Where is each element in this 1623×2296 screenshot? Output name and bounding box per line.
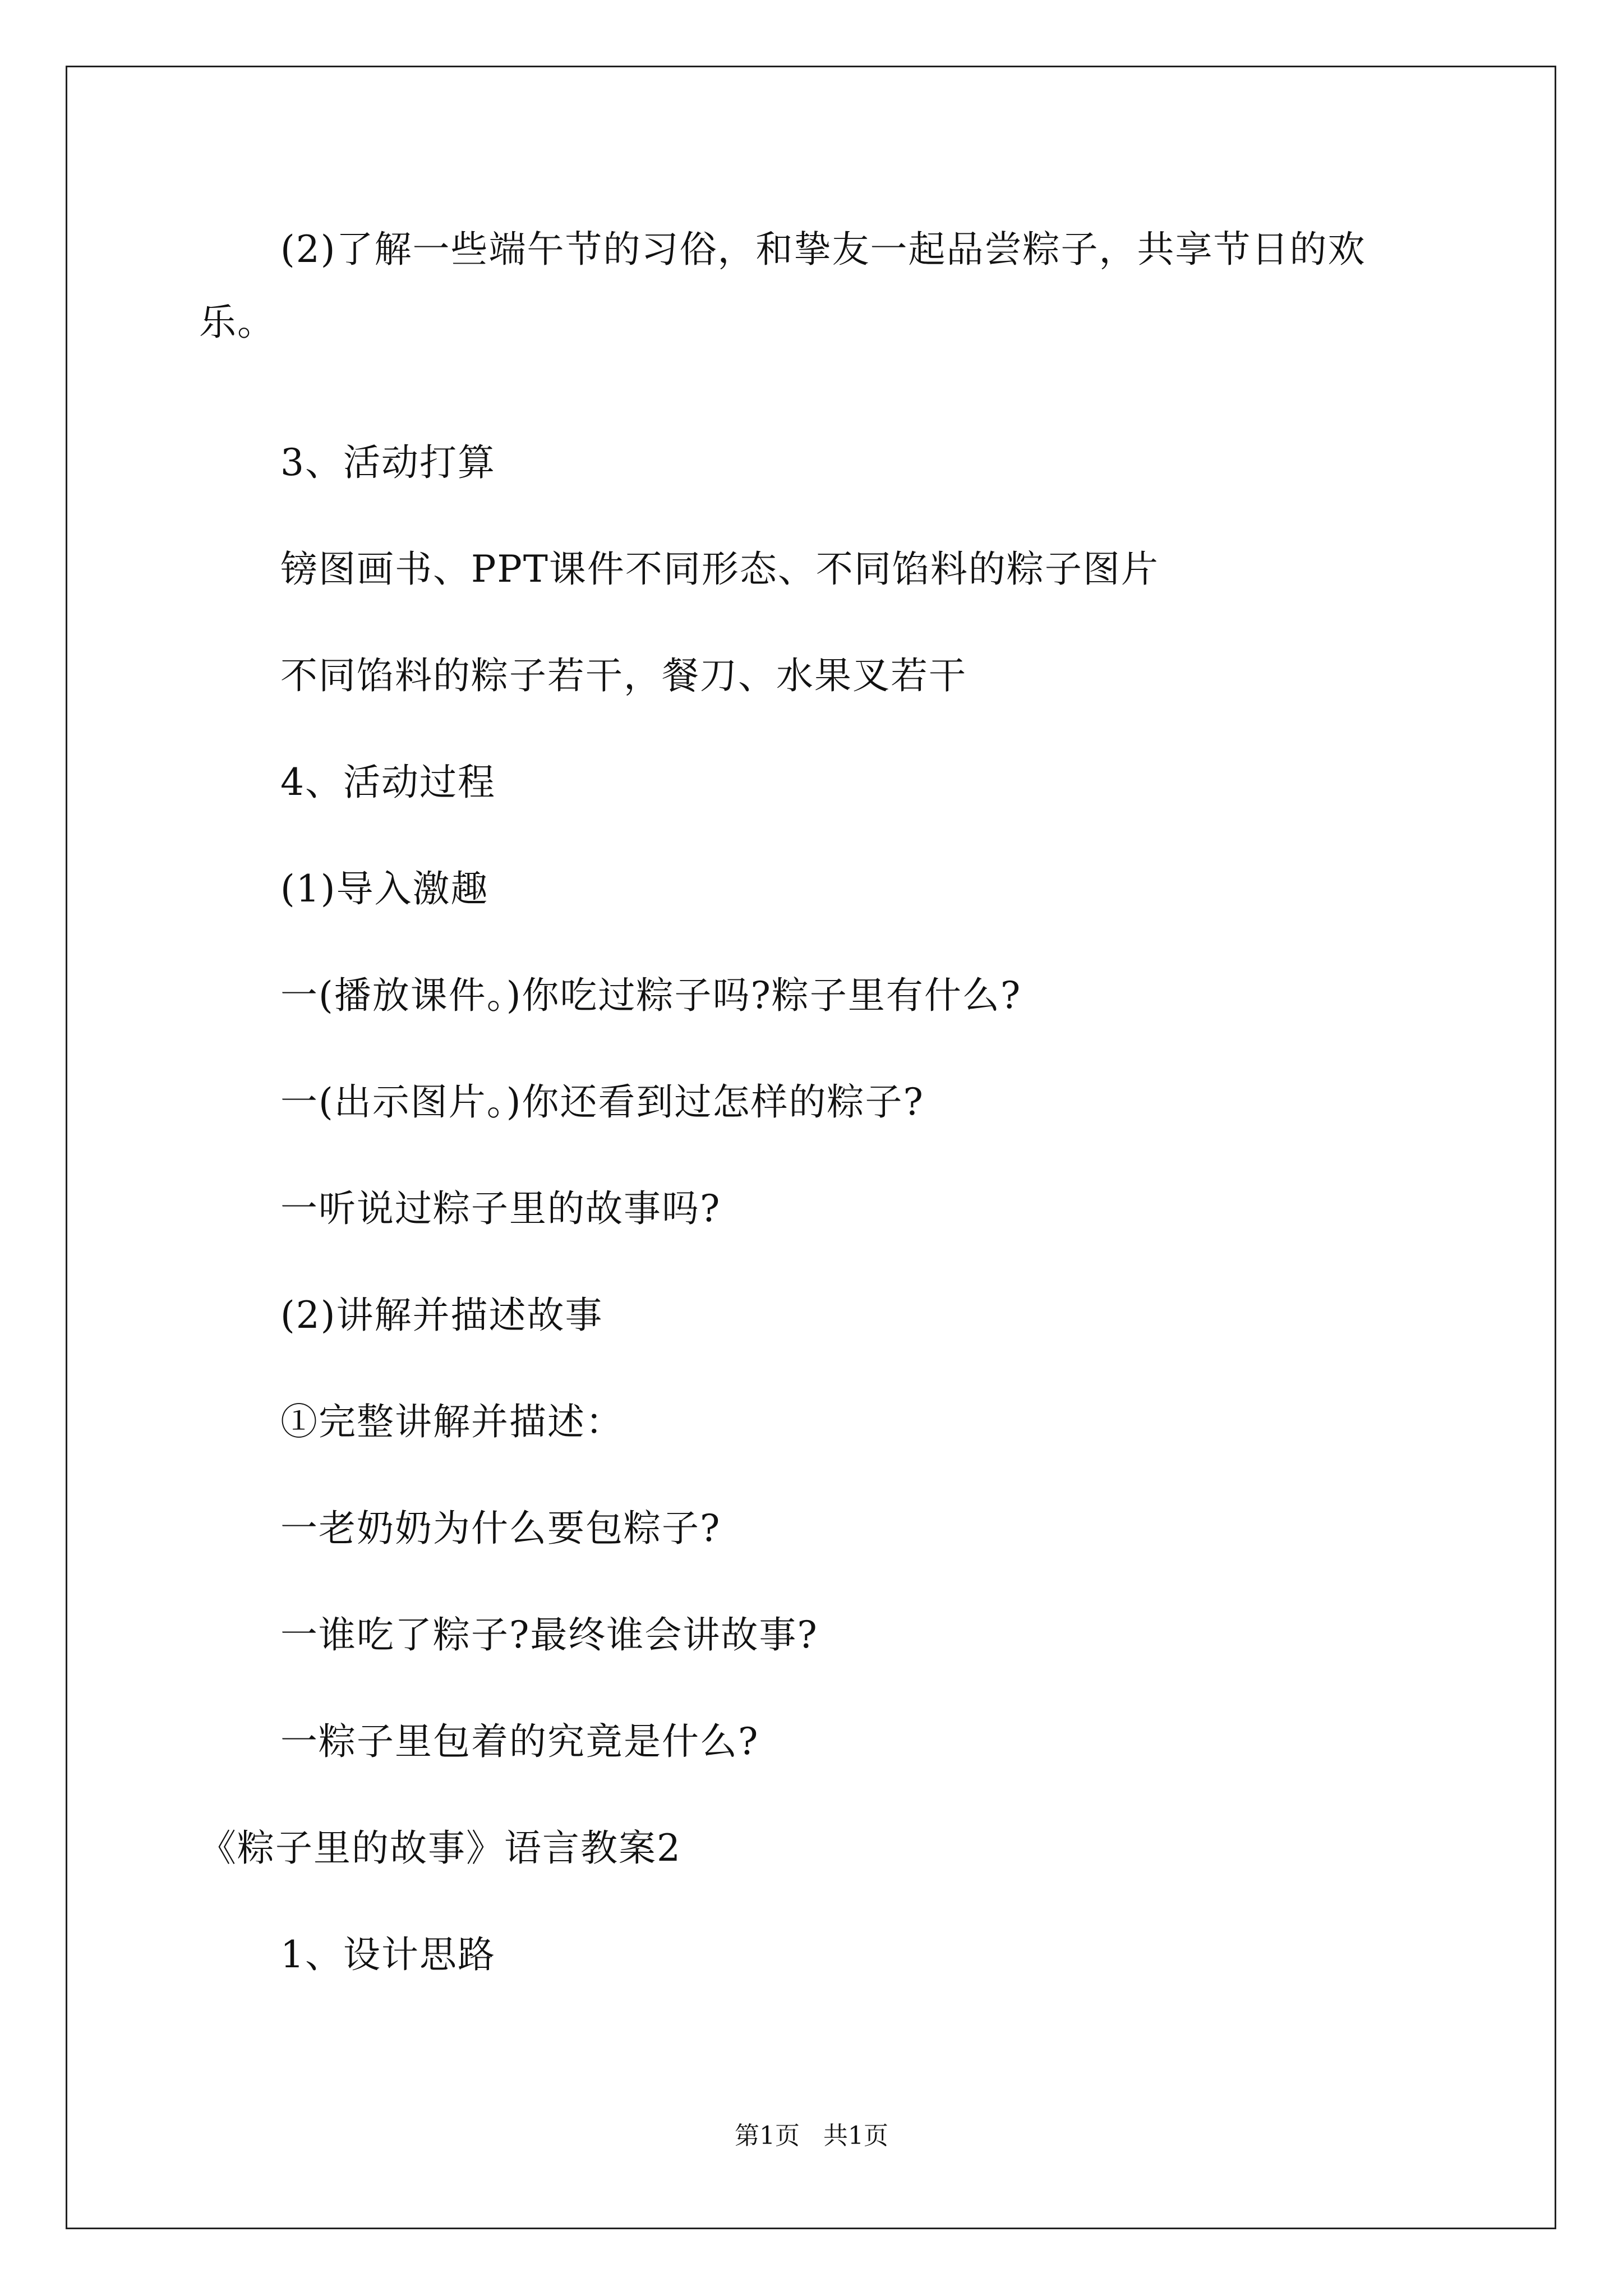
paragraph-line: 镑图画书、PPT课件不同形态、不同馅料的粽子图片: [280, 547, 1159, 591]
section-heading: 4、活动过程: [280, 761, 496, 804]
paragraph-line: 一粽子里包着的究竟是什么?: [280, 1720, 759, 1763]
paragraph-line: 一老奶奶为什么要包粽子?: [280, 1507, 721, 1550]
subsection-heading: (2)讲解并描述故事: [280, 1294, 603, 1337]
subsection-heading: (1)导入激趣: [280, 867, 489, 910]
paragraph-line: 乐。: [199, 301, 275, 344]
section-heading: 3、活动打算: [280, 441, 496, 484]
paragraph-line: 一听说过粽子里的故事吗?: [280, 1187, 721, 1230]
paragraph-line: 一(出示图片。)你还看到过怎样的粽子?: [280, 1080, 924, 1124]
page-footer: 第1页 共1页: [735, 2122, 888, 2150]
paragraph-line: 一(播放课件。)你吃过粽子吗?粽子里有什么?: [280, 974, 1022, 1017]
paragraph-line: (2)了解一些端午节的习俗，和挚友一起品尝粽子，共享节日的欢: [280, 228, 1366, 271]
paragraph-line: 一谁吃了粽子?最终谁会讲故事?: [280, 1613, 818, 1657]
paragraph-line: 不同馅料的粽子若干，餐刀、水果叉若干: [280, 654, 967, 697]
paragraph-line: ①完整讲解并描述：: [280, 1400, 624, 1443]
section-heading: 1、设计思路: [280, 1933, 496, 1976]
document-title: 《粽子里的故事》语言教案2: [199, 1826, 681, 1870]
